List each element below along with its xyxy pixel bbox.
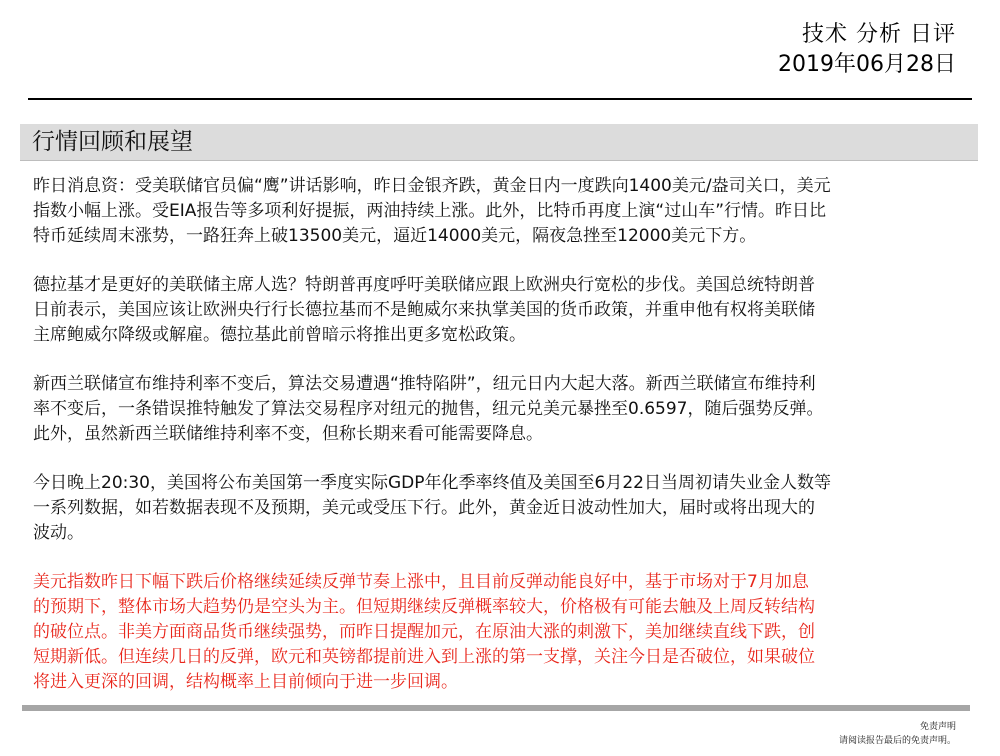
paragraph-draghi: 德拉基才是更好的美联储主席人选？特朗普再度呼吁美联储应跟上欧洲央行宽松的步伐。美国总统特朗普 日前表示，美国应该让欧洲央行行长德拉基而不是鲍威尔来执掌美国的货币政策，并重申他有权将美联储 主席鲍威尔降级或解雇。德拉基此前曾暗示将推出更多宽松政策。 — [33, 275, 815, 345]
disclaimer — [839, 720, 956, 748]
report-type-title: 技术 分析 日评 — [802, 22, 956, 47]
paragraph-rbnz: 新西兰联储宣布维持利率不变后，算法交易遭遇“推特陷阱”，纽元日内大起大落。新西兰联储宣布维持利 率不变后，一条错误推特触发了算法交易程序对纽元的抛售，纽元兑美元暴挫至0.6597，随后强势反弹。 此外，虽然新西兰联储维持利率不变，但称长期来看可能需要降息。 — [33, 374, 824, 444]
paragraph-analysis-highlight: 美元指数昨日下幅下跌后价格继续延续反弹节奏上涨中，且目前反弹动能良好中，基于市场对于7月加息 的预期下，整体市场大趋势仍是空头为主。但短期继续反弹概率较大，价格极有可能去触及上周反转结构 的破位点。非美方面商品货币继续强势，而昨日提醒加元，在原油大涨的刺激下，美加继续直线下跌，创 短期新低。但连续几日的反弹，欧元和英镑都提前进入到上涨的第一支撑，关注今日是否破位，如果破位 将进入更深的回调，结构概率上目前倾向于进一步回调。 — [33, 572, 815, 692]
disclaimer-text: 请阅读报告最后的免责声明。 — [838, 736, 956, 746]
disclaimer-title: 免责声明 — [919, 722, 956, 732]
report-date: 2019年06月28日 — [778, 52, 956, 77]
paragraph-calendar: 今日晚上20:30，美国将公布美国第一季度实际GDP年化季率终值及美国至6月22日当周初请失业金人数等 一系列数据，如若数据表现不及预期，美元或受压下行。此外，黄金近日波动性加大，届时或将出现大的 波动。 — [33, 473, 831, 543]
footer-divider — [22, 705, 970, 711]
header-divider — [28, 98, 972, 100]
section-header — [20, 124, 978, 161]
paragraph-news: 昨日消息资：受美联储官员偏“鹰”讲话影响，昨日金银齐跌，黄金日内一度跌向1400美元/盎司关口，美元 指数小幅上涨。受EIA报告等多项利好提振，两油持续上涨。此外，比特币再度上演“过山车”行情。昨日比 特币延续周末涨势，一路狂奔上破13500美元，逼近14000美元，隔夜急挫至12000美元下方。 — [33, 176, 831, 246]
report-header — [778, 20, 956, 80]
section-title: 行情回顾和展望 — [32, 129, 193, 155]
report-body — [33, 174, 963, 719]
